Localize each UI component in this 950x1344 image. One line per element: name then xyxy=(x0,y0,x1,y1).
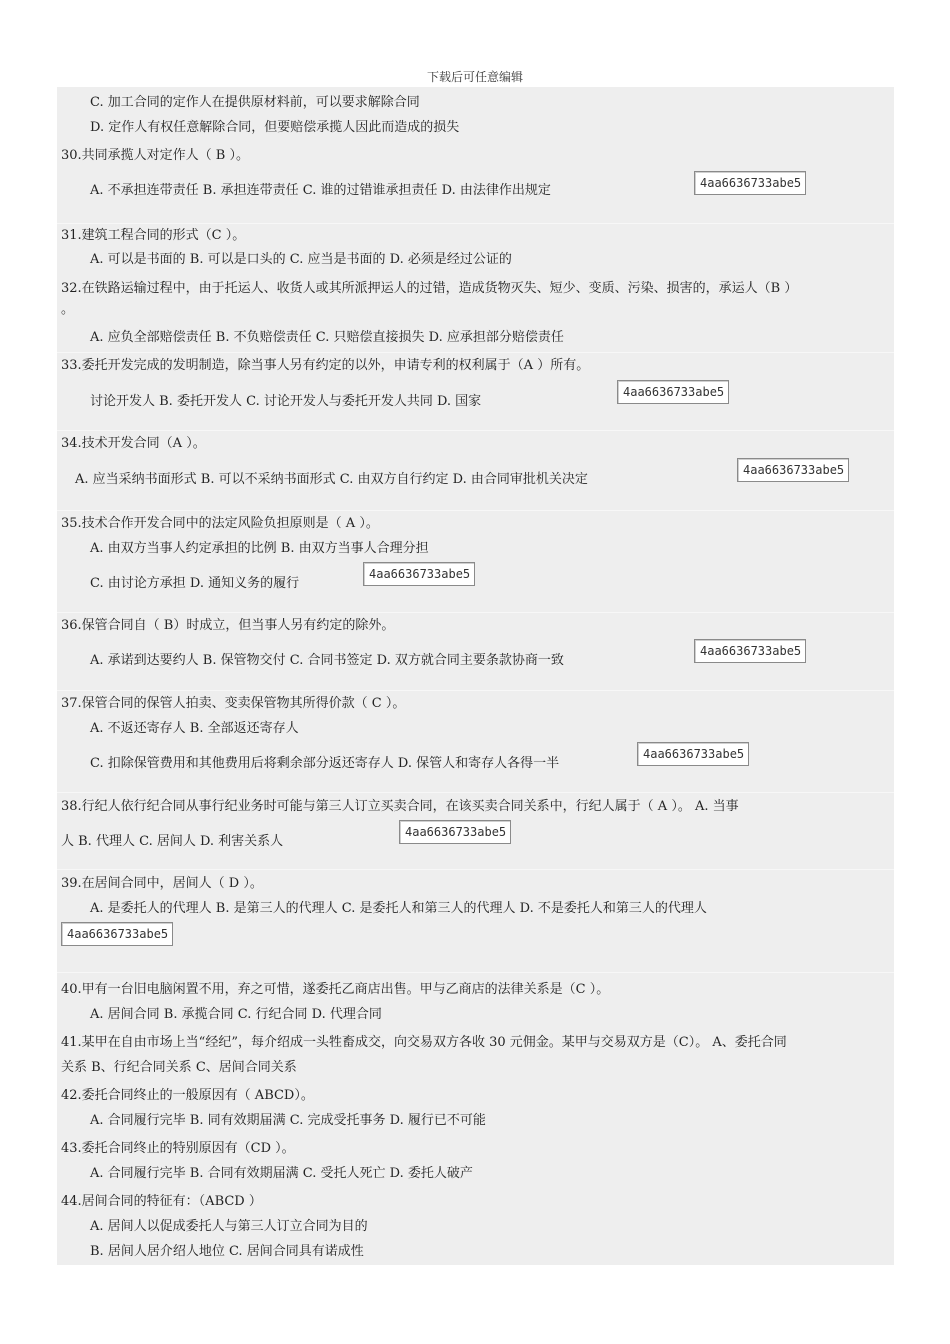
question-text: 41.某甲在自由市场上当“经纪”，每介绍成一头牲畜成交，向交易双方各收 30 元佣金。某甲与交易双方是（C）。 A、委托合同 xyxy=(61,1035,787,1050)
option-line: B. 居间人居介绍人地位 C. 居间合同具有诺成性 xyxy=(90,1244,364,1259)
option-line: C. 加工合同的定作人在提供原材料前，可以要求解除合同 xyxy=(90,95,420,110)
question-text: 关系 B、行纪合同关系 C、居间合同关系 xyxy=(61,1060,297,1075)
option-line: 人 B. 代理人 C. 居间人 D. 利害关系人 xyxy=(61,834,284,849)
question-text: 40.甲有一台旧电脑闲置不用，弃之可惜，遂委托乙商店出售。甲与乙商店的法律关系是（C ）。 xyxy=(61,982,610,997)
question-text: 30.共同承揽人对定作人（ B ）。 xyxy=(61,148,249,163)
option-line: C. 扣除保管费用和其他费用后将剩余部分返还寄存人 D. 保管人和寄存人各得一半 xyxy=(90,756,560,771)
question-block xyxy=(57,352,894,425)
option-line: A. 承诺到达要约人 B. 保管物交付 C. 合同书签定 D. 双方就合同主要条款协商一致 xyxy=(90,653,564,668)
answer-box[interactable]: 4aa6636733abe5 xyxy=(617,380,729,404)
question-text: 38.行纪人依行纪合同从事行纪业务时可能与第三人订立买卖合同，在该买卖合同关系中，行纪人属于（ A ）。 A. 当事 xyxy=(61,799,739,814)
question-text: 36.保管合同自（ B）时成立，但当事人另有约定的除外。 xyxy=(61,618,395,633)
option-line: A. 可以是书面的 B. 可以是口头的 C. 应当是书面的 D. 必须是经过公证的 xyxy=(90,252,512,267)
question-text: 43.委托合同终止的特别原因有（CD ）。 xyxy=(61,1141,295,1156)
answer-box[interactable]: 4aa6636733abe5 xyxy=(737,458,849,482)
option-line: A. 合同履行完毕 B. 合同有效期届满 C. 受托人死亡 D. 委托人破产 xyxy=(90,1166,473,1181)
question-block xyxy=(57,792,894,868)
question-text: 33.委托开发完成的发明制造，除当事人另有约定的以外，申请专利的权利属于（A ）所有。 xyxy=(61,358,590,373)
answer-box[interactable]: 4aa6636733abe5 xyxy=(363,562,475,586)
question-block xyxy=(57,690,894,791)
option-line: A. 是委托人的代理人 B. 是第三人的代理人 C. 是委托人和第三人的代理人 D. 不是委托人和第三人的代理人 xyxy=(90,901,707,916)
question-text: 32.在铁路运输过程中，由于托运人、收货人或其所派押运人的过错，造成货物灭失、短少、变质、污染、损害的，承运人（B ） xyxy=(61,281,798,296)
question-block xyxy=(57,510,894,611)
question-block xyxy=(57,869,894,970)
option-line: A. 应当采纳书面形式 B. 可以不采纳书面形式 C. 由双方自行约定 D. 由合同审批机关决定 xyxy=(75,472,588,487)
page-header: 下载后可任意编辑 xyxy=(426,70,523,84)
question-text: 35.技术合作开发合同中的法定风险负担原则是（ A ）。 xyxy=(61,516,379,531)
question-text: 37.保管合同的保管人拍卖、变卖保管物其所得价款（ C ）。 xyxy=(61,696,406,711)
option-line: C. 由讨论方承担 D. 通知义务的履行 xyxy=(90,576,300,591)
answer-box[interactable]: 4aa6636733abe5 xyxy=(694,171,806,195)
option-line: 讨论开发人 B. 委托开发人 C. 讨论开发人与委托开发人共同 D. 国家 xyxy=(90,394,482,409)
option-line: A. 居间合同 B. 承揽合同 C. 行纪合同 D. 代理合同 xyxy=(90,1007,382,1022)
question-text: 31.建筑工程合同的形式（C ）。 xyxy=(61,228,246,243)
option-line: A. 居间人以促成委托人与第三人订立合同为目的 xyxy=(90,1219,368,1234)
question-text: 34.技术开发合同（A ）。 xyxy=(61,436,206,451)
option-line: A. 合同履行完毕 B. 同有效期届满 C. 完成受托事务 D. 履行已不可能 xyxy=(90,1113,486,1128)
answer-box[interactable]: 4aa6636733abe5 xyxy=(637,742,749,766)
question-text: 39.在居间合同中，居间人（ D ）。 xyxy=(61,876,263,891)
question-text: 42.委托合同终止的一般原因有（ ABCD）。 xyxy=(61,1088,314,1103)
answer-box[interactable]: 4aa6636733abe5 xyxy=(399,820,511,844)
question-list xyxy=(57,87,894,1265)
question-block xyxy=(57,612,894,688)
question-block xyxy=(57,972,894,1263)
option-line: A. 不承担连带责任 B. 承担连带责任 C. 谁的过错谁承担责任 D. 由法律作出规定 xyxy=(90,183,551,198)
answer-box[interactable]: 4aa6636733abe5 xyxy=(694,639,806,663)
question-text: 。 xyxy=(61,302,75,317)
question-block xyxy=(57,223,894,364)
question-text: 44.居间合同的特征有：（ABCD ） xyxy=(61,1194,262,1209)
option-line: A. 不返还寄存人 B. 全部返还寄存人 xyxy=(90,721,299,736)
question-block xyxy=(57,430,894,509)
answer-box[interactable]: 4aa6636733abe5 xyxy=(61,922,173,946)
option-line: D. 定作人有权任意解除合同，但要赔偿承揽人因此而造成的损失 xyxy=(90,120,460,135)
option-line: A. 由双方当事人约定承担的比例 B. 由双方当事人合理分担 xyxy=(90,541,429,556)
option-line: A. 应负全部赔偿责任 B. 不负赔偿责任 C. 只赔偿直接损失 D. 应承担部分赔偿责任 xyxy=(90,330,564,345)
